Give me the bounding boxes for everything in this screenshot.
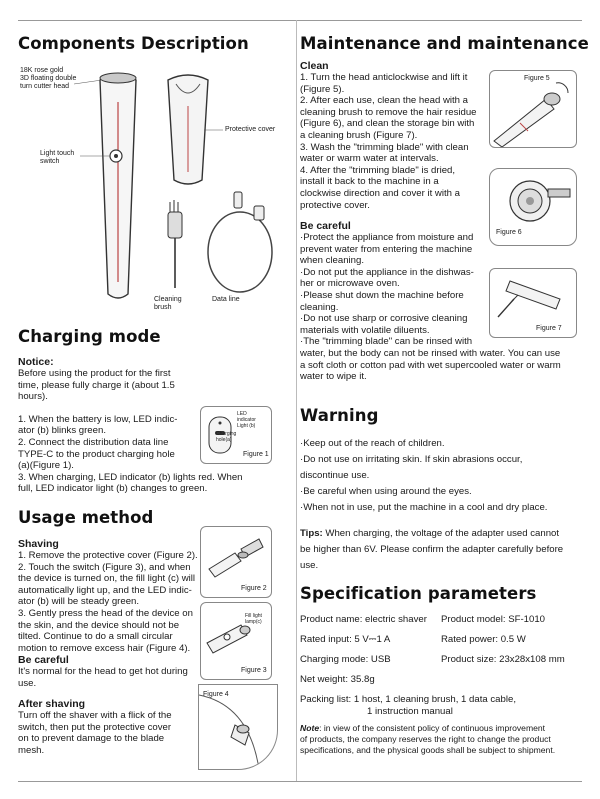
top-rule — [18, 20, 582, 21]
figure-2 — [200, 526, 272, 598]
usage-title: Usage method — [18, 508, 154, 527]
data-line-icon — [208, 192, 272, 292]
label-data-line: Data line — [212, 296, 240, 303]
figure-5-label: Figure 5 — [524, 75, 550, 82]
spec-rated-input: Rated input: 5 V⎓1 A — [300, 634, 391, 645]
tips: Tips: When charging, the voltage of the adapter used cannot be higher than 6V. Please confirm the adapter carefully before use. — [300, 528, 564, 571]
usage-careful-heading: Be careful — [18, 654, 69, 667]
figure-4-label: Figure 4 — [203, 691, 229, 698]
clean-section: Clean 1. Turn the head anticlockwise and lift it (Figure 5). 2. After each use, clean the head with a cleaning brush to remove the hair residue (Figure 6), and clean the storage bin with a cleaning brush (Figure 7). 3. Wash the "trimming blade" with clean water or warm water at intervals. 4. After the "trimming blade" is dried, install it back to the machine in a clockwise direction and cover it with a protective cover. — [300, 60, 490, 211]
spec-product-model: Product model: SF-1010 — [441, 614, 545, 625]
spec-product-size: Product size: 23x28x108 mm — [441, 654, 565, 665]
twist-head-icon — [490, 71, 576, 147]
label-cutter-head: 18K rose gold 3D floating double turn cutter head — [20, 67, 77, 90]
cleaning-brush-icon — [168, 200, 182, 288]
maintenance-careful-section: Be careful ·Protect the appliance from moisture and prevent water from entering the machine when cleaning. ·Do not put the appliance in the dishwas- her or microwave oven. ·Please shut down the machine before cleaning. ·Do not use sharp or corrosive cleaning materials with volatile diluents. ·The "trimming blade" can be rinsed with — [300, 220, 490, 348]
components-illustration — [18, 62, 288, 320]
figure-2-label: Figure 2 — [241, 585, 267, 592]
figure-4 — [198, 684, 278, 770]
charging-section: Notice: Before using the product for the first time, please fully charge it (about 1.5 hours). 1. When the battery is low, LED indic- ator (b) blinks green. 2. Connect the distribution data line TYPE-C to the product charging hole (a)(Figure 1). 3. When charging, LED indicator (b) lights red. When full, LED indicator light (b) changes to green. — [18, 356, 288, 495]
clean-heading: Clean — [300, 60, 329, 72]
figure-6 — [489, 168, 577, 246]
after-shaving-section: After shaving Turn off the shaver with a flick of the switch, then put the protective cover on to prevent damage to the blade mesh. — [18, 698, 204, 756]
components-title: Components Description — [18, 34, 249, 53]
charging-title: Charging mode — [18, 327, 161, 346]
spec-title: Specification parameters — [300, 584, 537, 603]
spec-rated-power: Rated power: 0.5 W — [441, 634, 526, 645]
protective-cover-icon — [168, 75, 208, 184]
maintenance-careful-heading: Be careful — [300, 220, 351, 232]
after-shaving-heading: After shaving — [18, 698, 86, 710]
label-protective-cover: Protective cover — [225, 126, 276, 133]
figure-1: LED indicator Light (b) Charging hole(a) Figure 1 — [200, 406, 272, 464]
maintenance-title: Maintenance and maintenance — [300, 34, 589, 53]
figure-1-label: Figure 1 — [243, 451, 269, 458]
figure-6-label: Figure 6 — [496, 229, 522, 236]
spec-note: Note: in view of the consistent policy of continuous improvement of products, the company reserves the right to change the product specifications, and the physical goods shall be subject to shipment. — [300, 723, 556, 755]
spec-packing-list-cont: 1 instruction manual — [367, 706, 453, 717]
clean-storage-icon — [490, 269, 576, 337]
warning-list: ·Keep out of the reach of children. ·Do not use on irritating skin. If skin abrasions occur, discontinue use. ·Be careful when using around the eyes. ·When not in use, put the machine in a cool and dry place. — [300, 438, 548, 513]
label-cleaning-brush: Cleaning brush — [154, 296, 182, 311]
shaver-body-icon — [100, 73, 136, 298]
label-light-touch-switch: Light touch switch — [40, 150, 75, 165]
figure-7-label: Figure 7 — [536, 325, 562, 332]
spec-packing-list: Packing list: 1 host, 1 cleaning brush, 1 data cable, — [300, 694, 516, 705]
figure-3-label: Figure 3 — [241, 667, 267, 674]
figure-5 — [489, 70, 577, 148]
figure-3: Fill light lamp(c) Figure 3 — [200, 602, 272, 680]
column-divider — [296, 20, 297, 782]
shaving-heading: Shaving — [18, 538, 59, 550]
usage-section: Shaving 1. Remove the protective cover (Figure 2). 2. Touch the switch (Figure 3), and when the device is turned on, the fill light (c) will automatically light up, and the LED indic- ator (b) will be steady green. 3. Gently press the head of the device on the skin, and the device should not be tilted. Continue to do a small circular motion to remove excess hair (Figure 4). Be careful It's normal for the head to get hot during use. — [18, 538, 204, 690]
maintenance-careful-wide: water, but the body can not be rinsed with water. You can use a soft cloth or cotton pad with wet supercooled water or warm water to wipe it. — [300, 348, 561, 383]
spec-charging-mode: Charging mode: USB — [300, 654, 391, 665]
figure-7 — [489, 268, 577, 338]
notice-heading: Notice: — [18, 356, 54, 368]
spec-product-name: Product name: electric shaver — [300, 614, 427, 625]
bottom-rule — [18, 781, 582, 782]
warning-title: Warning — [300, 406, 379, 425]
spec-net-weight: Net weight: 35.8g — [300, 674, 375, 685]
